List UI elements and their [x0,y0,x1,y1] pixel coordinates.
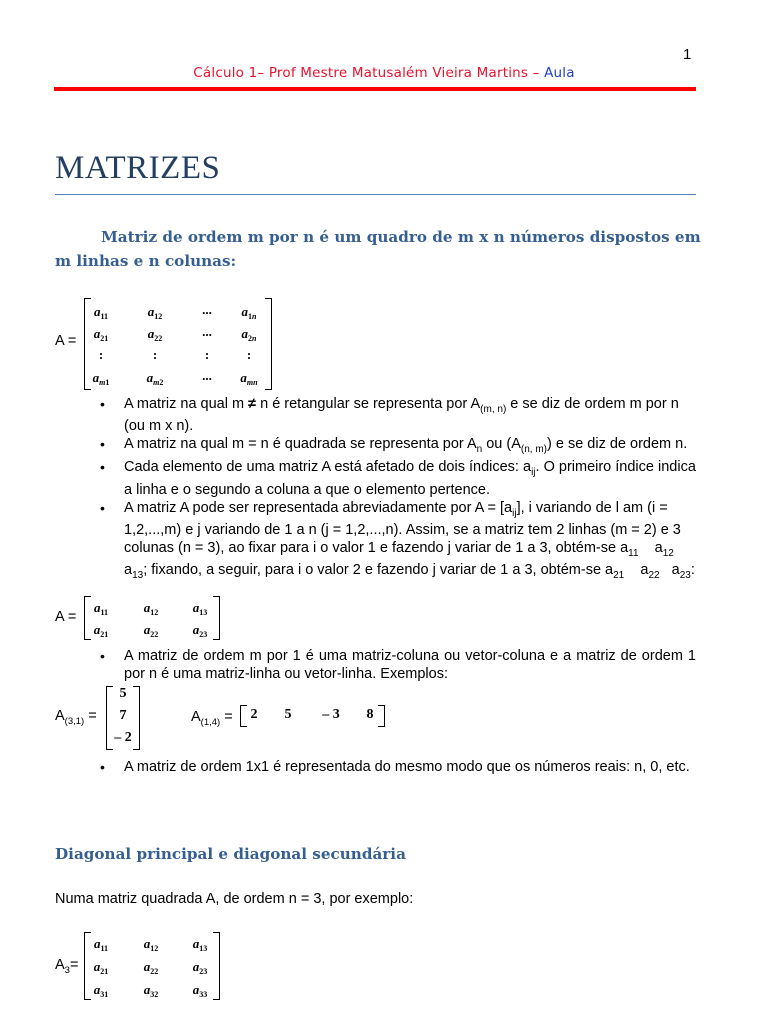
matrix-cell: $a_{12}$ [143,936,159,953]
header-text: Cálculo 1– Prof Mestre Matusalém Vieira Martins – [193,65,545,81]
matrix-right-bracket [213,596,220,640]
matrix-cell: $a_{12}$ [147,304,163,321]
matrix-cell: $a_{22}$ [143,622,159,639]
matrix-cell: $a_{31}$ [93,982,109,999]
title-rule [55,194,696,195]
matrix-cell: : [246,347,252,362]
section-heading: Diagonal principal e diagonal secundária [55,845,406,863]
vector-cell: – 2 [114,730,132,745]
intro-text: Matriz de ordem m por n é um quadro de m x n números dispostos em m linhas e n colunas: [55,228,701,270]
vector-cell: 8 [366,707,374,722]
general-matrix [84,298,272,390]
row-vector [240,705,385,727]
matrix-3x3 [84,932,220,1000]
matrix-2x3 [84,596,220,640]
matrix-cell: $a_{m1}$ [92,370,110,387]
matrix-cell: $a_{mn}$ [240,370,258,387]
bullet-text: A matriz de ordem 1x1 é representada do mesmo modo que os números reais: n, 0, etc. [124,759,690,775]
list-item: • A matriz de ordem m por 1 é uma matriz-coluna ou vetor-coluna e a matriz de ordem 1 por n é uma matriz-linha ou vetor-linha. Exemplos: [100,648,696,682]
matrix-a-label: A = [55,333,77,349]
column-vector-label: $A_{(3,1)}$ = [55,708,97,727]
bullet-list [100,759,696,777]
bullet-list [100,648,696,684]
matrix-cell: $a_{11}$ [93,304,109,321]
matrix-cell: : [204,347,210,362]
matrix-right-bracket [213,932,220,1000]
list-item: • A matriz A pode ser representada abreviadamente por $A = [a_{ij}]$, i variando de l am (i = 1,2,...,m) e j variando de 1 a n (j = 1,2,...,n). Assim, se a matriz tem 2 linhas (m = 2) e 3 colunas (n = 3), ao fixar para i o valor 1 e fazendo j variar de 1 a 3, obtém-se $a_{11}$ $a_{12}$ $a_{13}$; fixando, a seguir, para i o valor 2 e fazendo j variar de 1 a 3, obtém-se $a_{21}$ $a_{22}$ $a_{23}$: [100,499,695,581]
bullet-text: A matriz de ordem m por 1 é uma matriz-coluna ou vetor-coluna e a matriz de ordem 1 por n é uma matriz-linha ou vetor-linha. Exemplos: [124,648,696,682]
vector-cell: 5 [284,707,292,722]
matrix-cell: $a_{32}$ [143,982,159,999]
matrix-cell: $a_{12}$ [143,600,159,617]
matrix-cell: : [152,347,158,362]
vector-right-bracket [378,705,385,727]
matrix-cell: $a_{1n}$ [241,304,257,321]
matrix-cell: $a_{21}$ [93,959,109,976]
vector-cell: 2 [250,707,258,722]
list-item: • Cada elemento de uma matriz A está afetado de dois índices: $a_{ij}$. O primeiro índice indica a linha e o segundo a coluna a que o elemento pertence. [100,459,696,498]
matrix-cell: $a_{13}$ [192,936,208,953]
matrix-cell: $a_{21}$ [93,326,109,343]
matrix-cell: $a_{13}$ [192,600,208,617]
matrix-cell: $a_{11}$ [93,936,109,953]
matrix-cell: $a_{2n}$ [241,326,257,343]
header-suffix: Aula [544,65,575,81]
matrix-cell: $a_{11}$ [93,600,109,617]
column-vector [106,686,140,750]
matrix-cell: $a_{22}$ [147,326,163,343]
page-title: MATRIZES [55,150,221,186]
vector-cell: – 3 [322,707,340,722]
row-vector-label: $A_{(1,4)}$ = [191,709,233,728]
matrix-cell: $a_{22}$ [143,959,159,976]
matrix-cell: ... [202,324,212,339]
matrix-cell: ... [202,368,212,383]
list-item: • A matriz na qual m = n é quadrada se representa por $A_n$ ou $(A_{(n, m)})$ e se diz de ordem n. [100,436,688,456]
vector-cell: 7 [119,708,127,723]
matrix-cell: : [98,347,104,362]
header-rule [54,87,696,91]
page-number: 1 [683,46,692,63]
page-header [0,65,768,81]
matrix-cell: $a_{33}$ [192,982,208,999]
bullet-list [100,396,696,585]
matrix-right-bracket [265,298,272,390]
matrix-33-label: $A_3=$ [55,957,79,976]
matrix-cell: $a_{23}$ [192,622,208,639]
list-item: • A matriz na qual m ≠ n é retangular se representa por $A_{(m, n)}$ e se diz de ordem m por n (ou m x n). [100,396,679,435]
matrix-23-label: A = [55,609,77,625]
matrix-cell: $a_{23}$ [192,959,208,976]
matrix-cell: ... [202,302,212,317]
matrix-cell: $a_{21}$ [93,622,109,639]
list-item: • A matriz de ordem 1x1 é representada do mesmo modo que os números reais: n, 0, etc. [100,759,690,775]
intro-paragraph [55,225,715,273]
matrix-cell: $a_{m2}$ [146,370,164,387]
section-paragraph: Numa matriz quadrada A, de ordem n = 3, por exemplo: [55,891,414,907]
vector-cell: 5 [119,686,127,701]
